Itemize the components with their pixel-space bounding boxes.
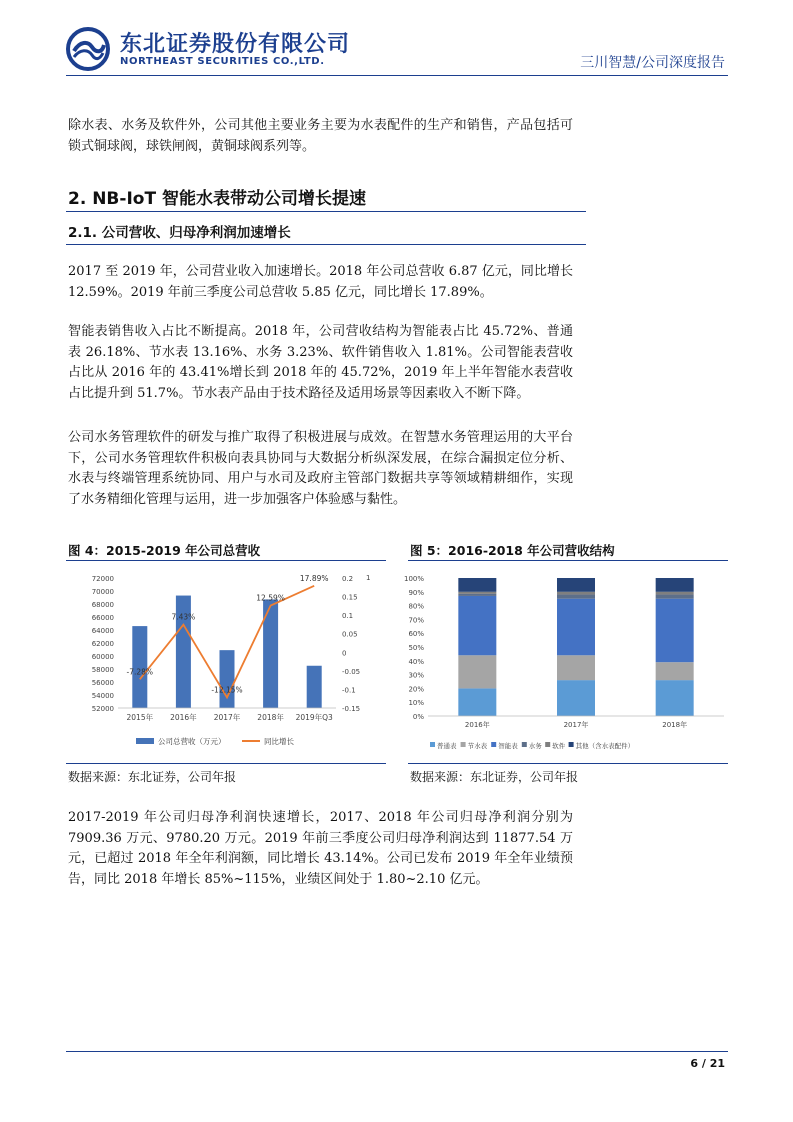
legend-swatch [522, 742, 527, 747]
y-axis-tick: 100% [403, 575, 424, 583]
right-axis-tick: 0 [342, 649, 347, 658]
stack-segment [656, 578, 694, 592]
paragraph-software: 公司水务管理软件的研发与推广取得了积极进展与成效。在智慧水务管理运用的大平台下，公司水务管理软件积极向表具协同与大数据分析纵深发展，在综合漏损定位分析、水表与终端管理系统协同、用户与水司及政府主管部门数据共享等领域精耕细作，实现了水务精细化管理与运用，进一步加强客户体验感与黏性。 [68, 430, 573, 507]
right-axis-tick: -0.15 [342, 705, 361, 713]
growth-data-label: 17.89% [299, 573, 329, 583]
paragraph-net-profit: 2017-2019 年公司归母净利润快速增长，2017、2018 年公司归母净利润分别为 7909.36 万元、9780.20 万元。2019 年前三季度公司归母净利润达到 11877.54 万元，已超过 2018 年全年利润额，同比增长 43.14%。公司已发布 2019 年全年业绩预告，同比 2018 年增长 85%~115%，业绩区间处于 1.80~2.10 亿元。 [68, 810, 573, 887]
right-axis-tick: 0.15 [342, 593, 358, 602]
legend-label: 普通表 [437, 742, 457, 750]
growth-data-label: -7.28% [126, 667, 154, 677]
y-axis-tick: 80% [408, 602, 424, 611]
legend-swatch [430, 742, 435, 747]
y-axis-tick: 0% [412, 713, 424, 721]
stack-segment [656, 680, 694, 716]
legend-swatch [491, 742, 496, 747]
figure4-title: 图 4：2015-2019 年公司总营收 [68, 543, 261, 558]
right-axis-extra-label: 1 [366, 574, 371, 582]
stack-segment [557, 680, 595, 716]
intro-paragraph: 除水表、水务及软件外，公司其他主要业务主要为水表配件的生产和销售，产品包括可锁式铜球阀，球铁闸阀，黄铜球阀系列等。 [68, 118, 573, 154]
stack-segment [458, 596, 496, 655]
left-axis-tick: 70000 [91, 588, 114, 596]
x-axis-tick: 2015年 [126, 713, 154, 722]
revenue-structure-chart [396, 564, 728, 760]
subsection-divider [66, 244, 586, 245]
y-axis-tick: 90% [408, 588, 424, 597]
paragraph-revenue: 2017 至 2019 年，公司营业收入加速增长。2018 年公司总营收 6.87 亿元，同比增长 12.59%。2019 年前三季度公司总营收 5.85 亿元，同比增长 17.89%。 [68, 264, 573, 300]
x-axis-tick: 2016年 [464, 721, 490, 729]
legend-swatch [545, 742, 550, 747]
stack-segment [458, 655, 496, 688]
x-axis-tick: 2017年 [213, 713, 241, 722]
paragraph-structure: 智能表销售收入占比不断提高。2018 年，公司营收结构为智能表占比 45.72%、普通表 26.18%、节水表 13.16%、水务 3.23%、软件销售收入 1.81%。公司智能表营收占比从 2016 年的 43.41%增长到 2018 年的 45.72%，2019 年上半年智能水表营收占比提升到 51.7%。节水表产品由于技术路径及适用场景等因素收入不断下降。 [68, 324, 573, 401]
section-divider [66, 211, 586, 212]
right-axis-tick: -0.05 [342, 667, 361, 676]
left-axis-tick: 56000 [91, 679, 114, 687]
left-axis-tick: 60000 [91, 653, 114, 661]
stack-segment [656, 595, 694, 599]
revenue-chart [66, 564, 386, 760]
figure5-source: 数据来源：东北证券，公司年报 [410, 770, 579, 784]
stack-segment [656, 592, 694, 595]
legend-label-revenue: 公司总营收（万元） [158, 737, 226, 746]
growth-data-label: 12.59% [256, 593, 285, 603]
stack-segment [458, 594, 496, 596]
y-axis-tick: 40% [408, 657, 424, 666]
legend-swatch-revenue [136, 738, 154, 744]
legend-label: 水务 [528, 742, 542, 750]
left-axis-tick: 66000 [91, 614, 114, 622]
left-axis-tick: 64000 [91, 627, 114, 635]
header-divider [66, 75, 728, 76]
y-axis-tick: 10% [408, 699, 424, 708]
stack-segment [458, 592, 496, 594]
stack-segment [557, 595, 595, 599]
stack-segment [458, 688, 496, 716]
legend-swatch [461, 742, 466, 747]
stack-segment [557, 655, 595, 680]
y-axis-tick: 50% [408, 644, 424, 652]
footer-divider [66, 1051, 728, 1052]
left-axis-tick: 58000 [91, 666, 114, 674]
right-axis-tick: 0.2 [342, 575, 354, 583]
x-axis-tick: 2018年 [662, 721, 688, 729]
left-axis-tick: 68000 [91, 601, 114, 609]
x-axis-tick: 2018年 [257, 713, 284, 722]
growth-data-label: 7.43% [171, 612, 196, 622]
left-axis-tick: 52000 [91, 705, 114, 713]
stack-segment [656, 662, 694, 680]
legend-swatch [569, 742, 574, 747]
left-axis-tick: 62000 [91, 640, 114, 648]
company-name-cn: 东北证券股份有限公司 [120, 32, 351, 57]
x-axis-tick: 2019年Q3 [295, 713, 333, 722]
figure4-top-line [66, 560, 386, 561]
left-axis-tick: 54000 [91, 692, 114, 700]
stack-segment [656, 599, 694, 662]
left-axis-tick: 72000 [91, 575, 114, 583]
legend-label: 软件 [552, 742, 566, 750]
section-heading: 2. NB-IoT 智能水表带动公司增长提速 [68, 189, 366, 209]
figure4-bottom-line [66, 763, 386, 764]
company-logo [66, 27, 110, 71]
right-axis-tick: 0.1 [342, 612, 354, 621]
growth-data-label: -12.15% [211, 685, 243, 695]
y-axis-tick: 60% [408, 630, 424, 639]
company-name-en: NORTHEAST SECURITIES CO.,LTD. [120, 56, 325, 67]
stack-segment [557, 599, 595, 656]
legend-label-growth: 同比增长 [264, 737, 294, 746]
y-axis-tick: 30% [408, 671, 424, 680]
x-axis-tick: 2017年 [563, 721, 589, 729]
figure5-title: 图 5：2016-2018 年公司营收结构 [410, 543, 615, 558]
revenue-bar [307, 666, 322, 708]
y-axis-tick: 20% [408, 685, 424, 694]
stack-segment [557, 592, 595, 595]
legend-label: 智能表 [498, 742, 518, 750]
legend-label: 节水表 [467, 742, 488, 750]
legend-label: 其他（含水表配件） [575, 742, 635, 750]
y-axis-tick: 70% [408, 616, 424, 625]
subsection-heading: 2.1. 公司营收、归母净利润加速增长 [68, 225, 291, 241]
stack-segment [458, 578, 496, 592]
right-axis-tick: -0.1 [342, 686, 356, 695]
x-axis-tick: 2016年 [170, 713, 197, 722]
figure4-source: 数据来源：东北证券，公司年报 [68, 770, 237, 784]
report-tag: 三川智慧/公司深度报告 [580, 55, 725, 71]
page-number: 6 / 21 [690, 1057, 725, 1070]
right-axis-tick: 0.05 [342, 630, 358, 639]
stack-segment [557, 578, 595, 592]
figure5-bottom-line [408, 763, 728, 764]
revenue-bar [220, 650, 235, 708]
figure5-top-line [408, 560, 728, 561]
